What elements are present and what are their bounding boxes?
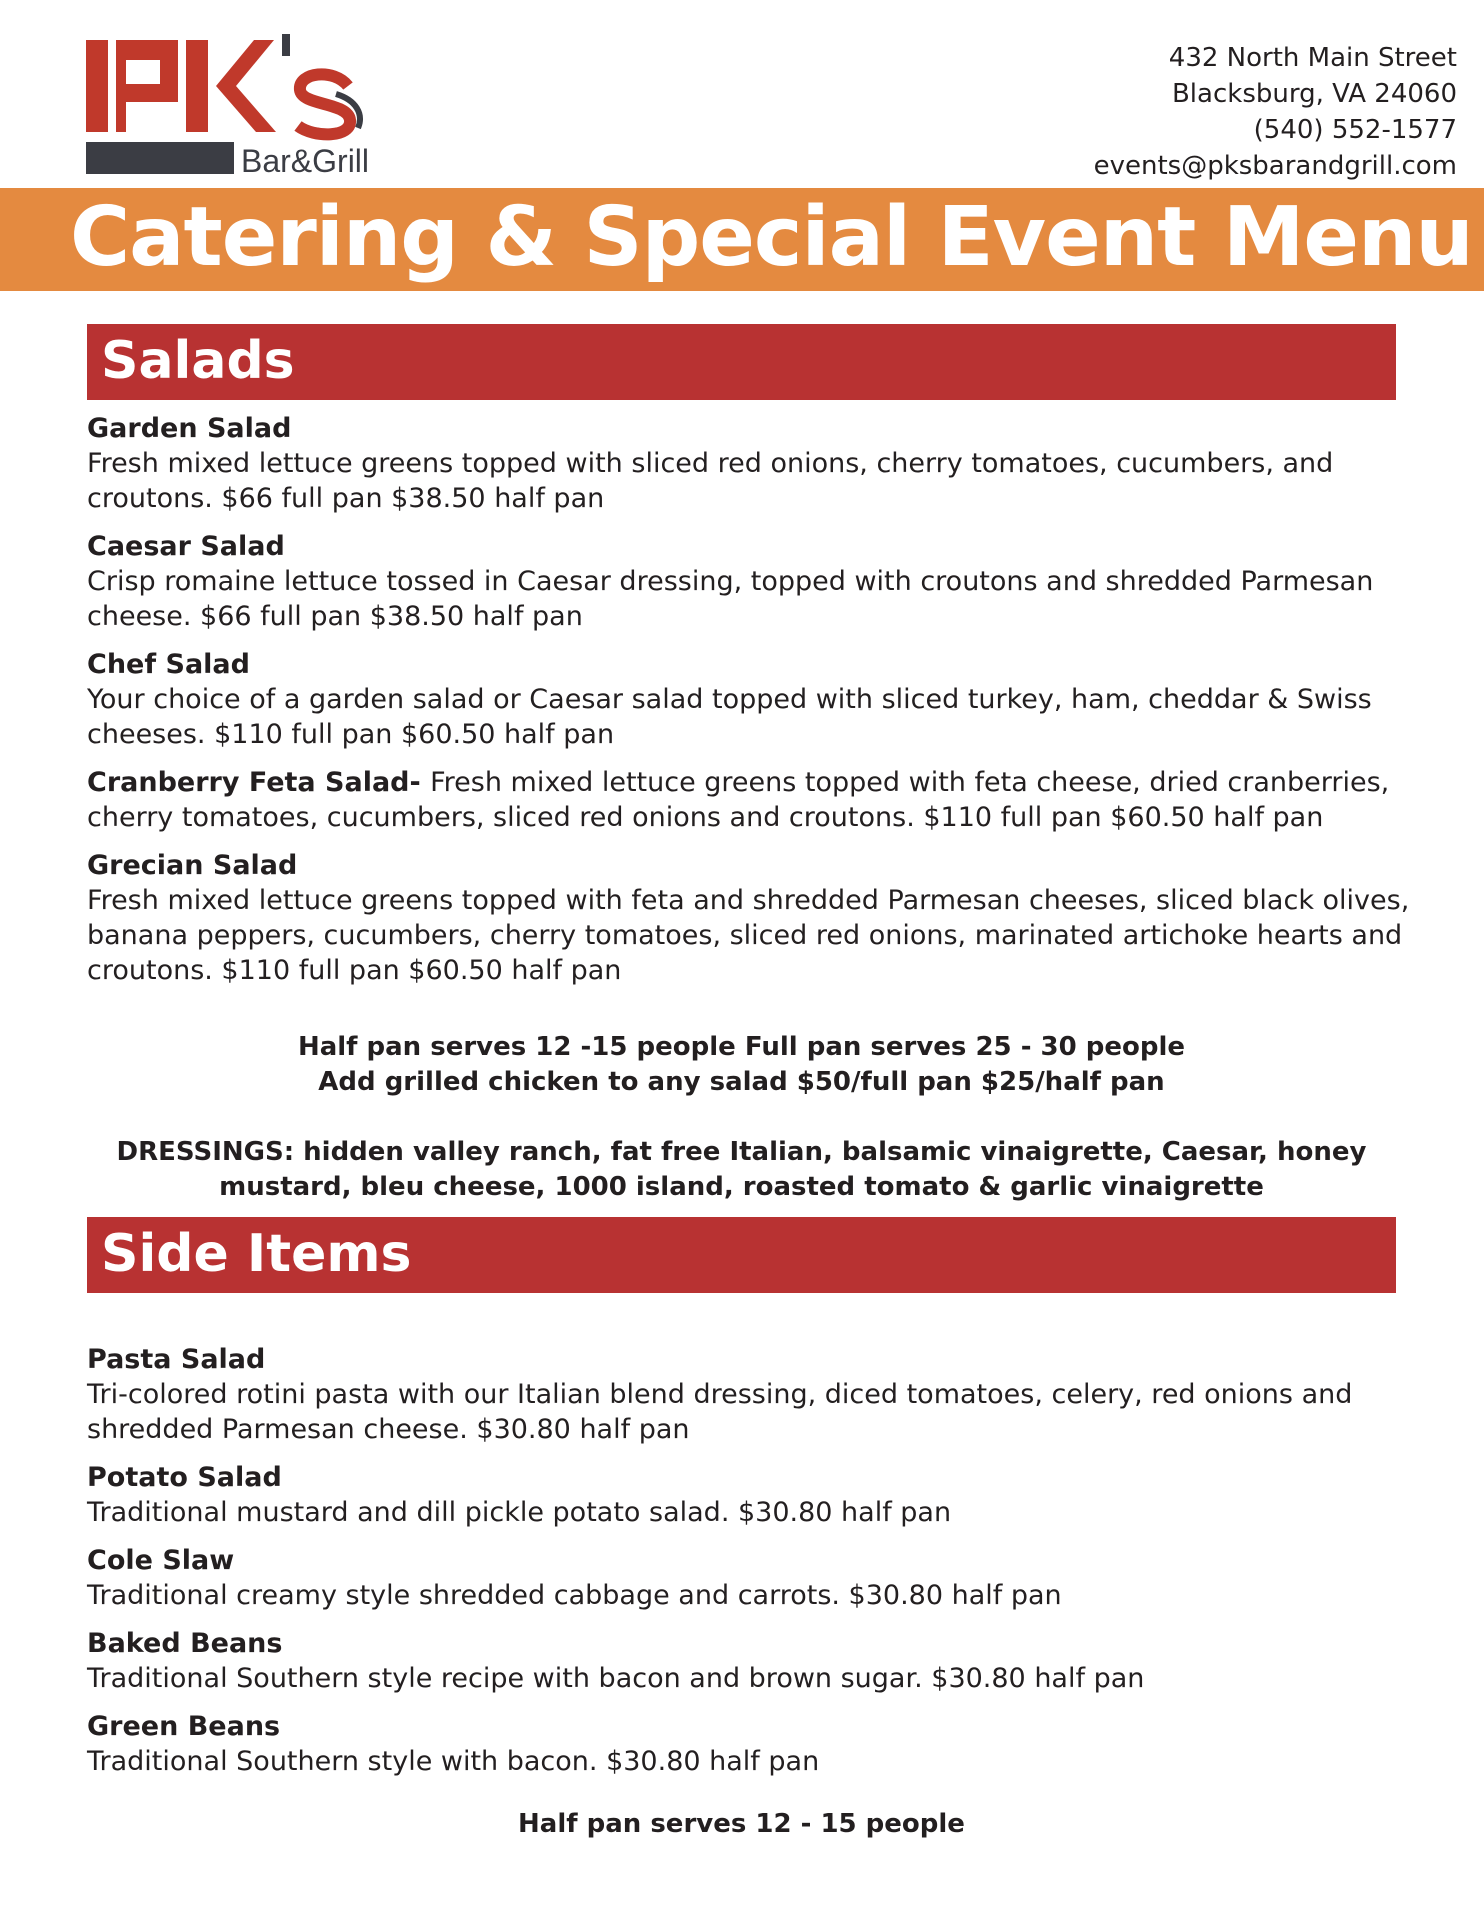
list-item [87,1460,1417,1530]
page-title: Catering & Special Event Menu [70,190,1473,285]
email-address[interactable]: events@pksbarandgrill.com [1093,151,1457,181]
contact-address [1094,40,1457,184]
item-description: Traditional creamy style shredded cabbage and carrots. $30.80 half pan [87,1580,1062,1611]
item-description: Tri-colored rotini pasta with our Italian blend dressing, diced tomatoes, celery, red onions and shredded Parmesan cheese. $30.80 half pan [87,1379,1353,1445]
list-item [87,1626,1417,1696]
salads-section-header [87,324,1396,400]
logo-subtext: Bar&Grill [241,143,370,176]
item-description: Crisp romaine lettuce tossed in Caesar dressing, topped with croutons and shredded Parmesan cheese. $66 full pan $38.50 half pan [87,566,1374,632]
item-description: Fresh mixed lettuce greens topped with feta and shredded Parmesan cheeses, sliced black olives, banana peppers, cucumbers, cherry tomatoes, sliced red onions, marinated artichoke hearts and croutons. $110 full pan $60.50 half pan [87,885,1410,986]
street-address: 432 North Main Street [1168,43,1457,73]
sides-serving-note: Half pan serves 12 - 15 people [518,1809,965,1839]
list-item [87,647,1417,752]
chicken-addon-note: Add grilled chicken to any salad $50/full pan $25/half pan [318,1067,1165,1097]
list-item [87,529,1417,634]
item-name: Caesar Salad [87,531,285,562]
item-name: Grecian Salad [87,850,298,881]
dressings-note: DRESSINGS: hidden valley ranch, fat free Italian, balsamic vinaigrette, Caesar, honey mustard, bleu cheese, 1000 island, roasted tomato & garlic vinaigrette [116,1137,1367,1202]
item-description: Fresh mixed lettuce greens topped with feta cheese, dried cranberries, cherry tomatoes, cucumbers, sliced red onions and croutons. $110 full pan $60.50 half pan [87,767,1390,833]
item-name: Cranberry Feta Salad- [87,767,431,798]
item-description: Fresh mixed lettuce greens topped with sliced red onions, cherry tomatoes, cucumbers, and croutons. $66 full pan $38.50 half pan [87,448,1334,514]
item-name: Garden Salad [87,413,292,444]
item-name: Green Beans [87,1711,281,1742]
item-description: Traditional mustard and dill pickle potato salad. $30.80 half pan [87,1497,952,1528]
item-name: Chef Salad [87,649,250,680]
item-description: Your choice of a garden salad or Caesar salad topped with sliced turkey, ham, cheddar & Swiss cheeses. $110 full pan $60.50 half pan [87,684,1372,750]
side-items-list [87,1342,1417,1792]
item-name: Cole Slaw [87,1545,235,1576]
list-item [87,411,1417,516]
city-state-zip: Blacksburg, VA 24060 [1171,79,1457,109]
item-description: Traditional Southern style with bacon. $30.80 half pan [87,1746,820,1777]
title-banner [0,188,1484,291]
serving-size-note: Half pan serves 12 -15 people Full pan serves 25 - 30 people [297,1032,1186,1062]
side-items-section-header [87,1217,1396,1293]
list-item [87,848,1417,988]
list-item [87,1709,1417,1779]
list-item [87,765,1417,835]
pks-logo [86,34,386,176]
salads-serving-note [87,1030,1396,1100]
list-item [87,1342,1417,1447]
phone-number: (540) 552-1577 [1253,115,1457,145]
item-name: Baked Beans [87,1628,283,1659]
list-item [87,1543,1417,1613]
salads-heading: Salads [101,331,295,391]
side-items-heading: Side Items [101,1224,412,1284]
item-name: Potato Salad [87,1462,282,1493]
salads-list [87,411,1417,1001]
item-description: Traditional Southern style recipe with bacon and brown sugar. $30.80 half pan [87,1663,1145,1694]
item-name: Pasta Salad [87,1344,266,1375]
